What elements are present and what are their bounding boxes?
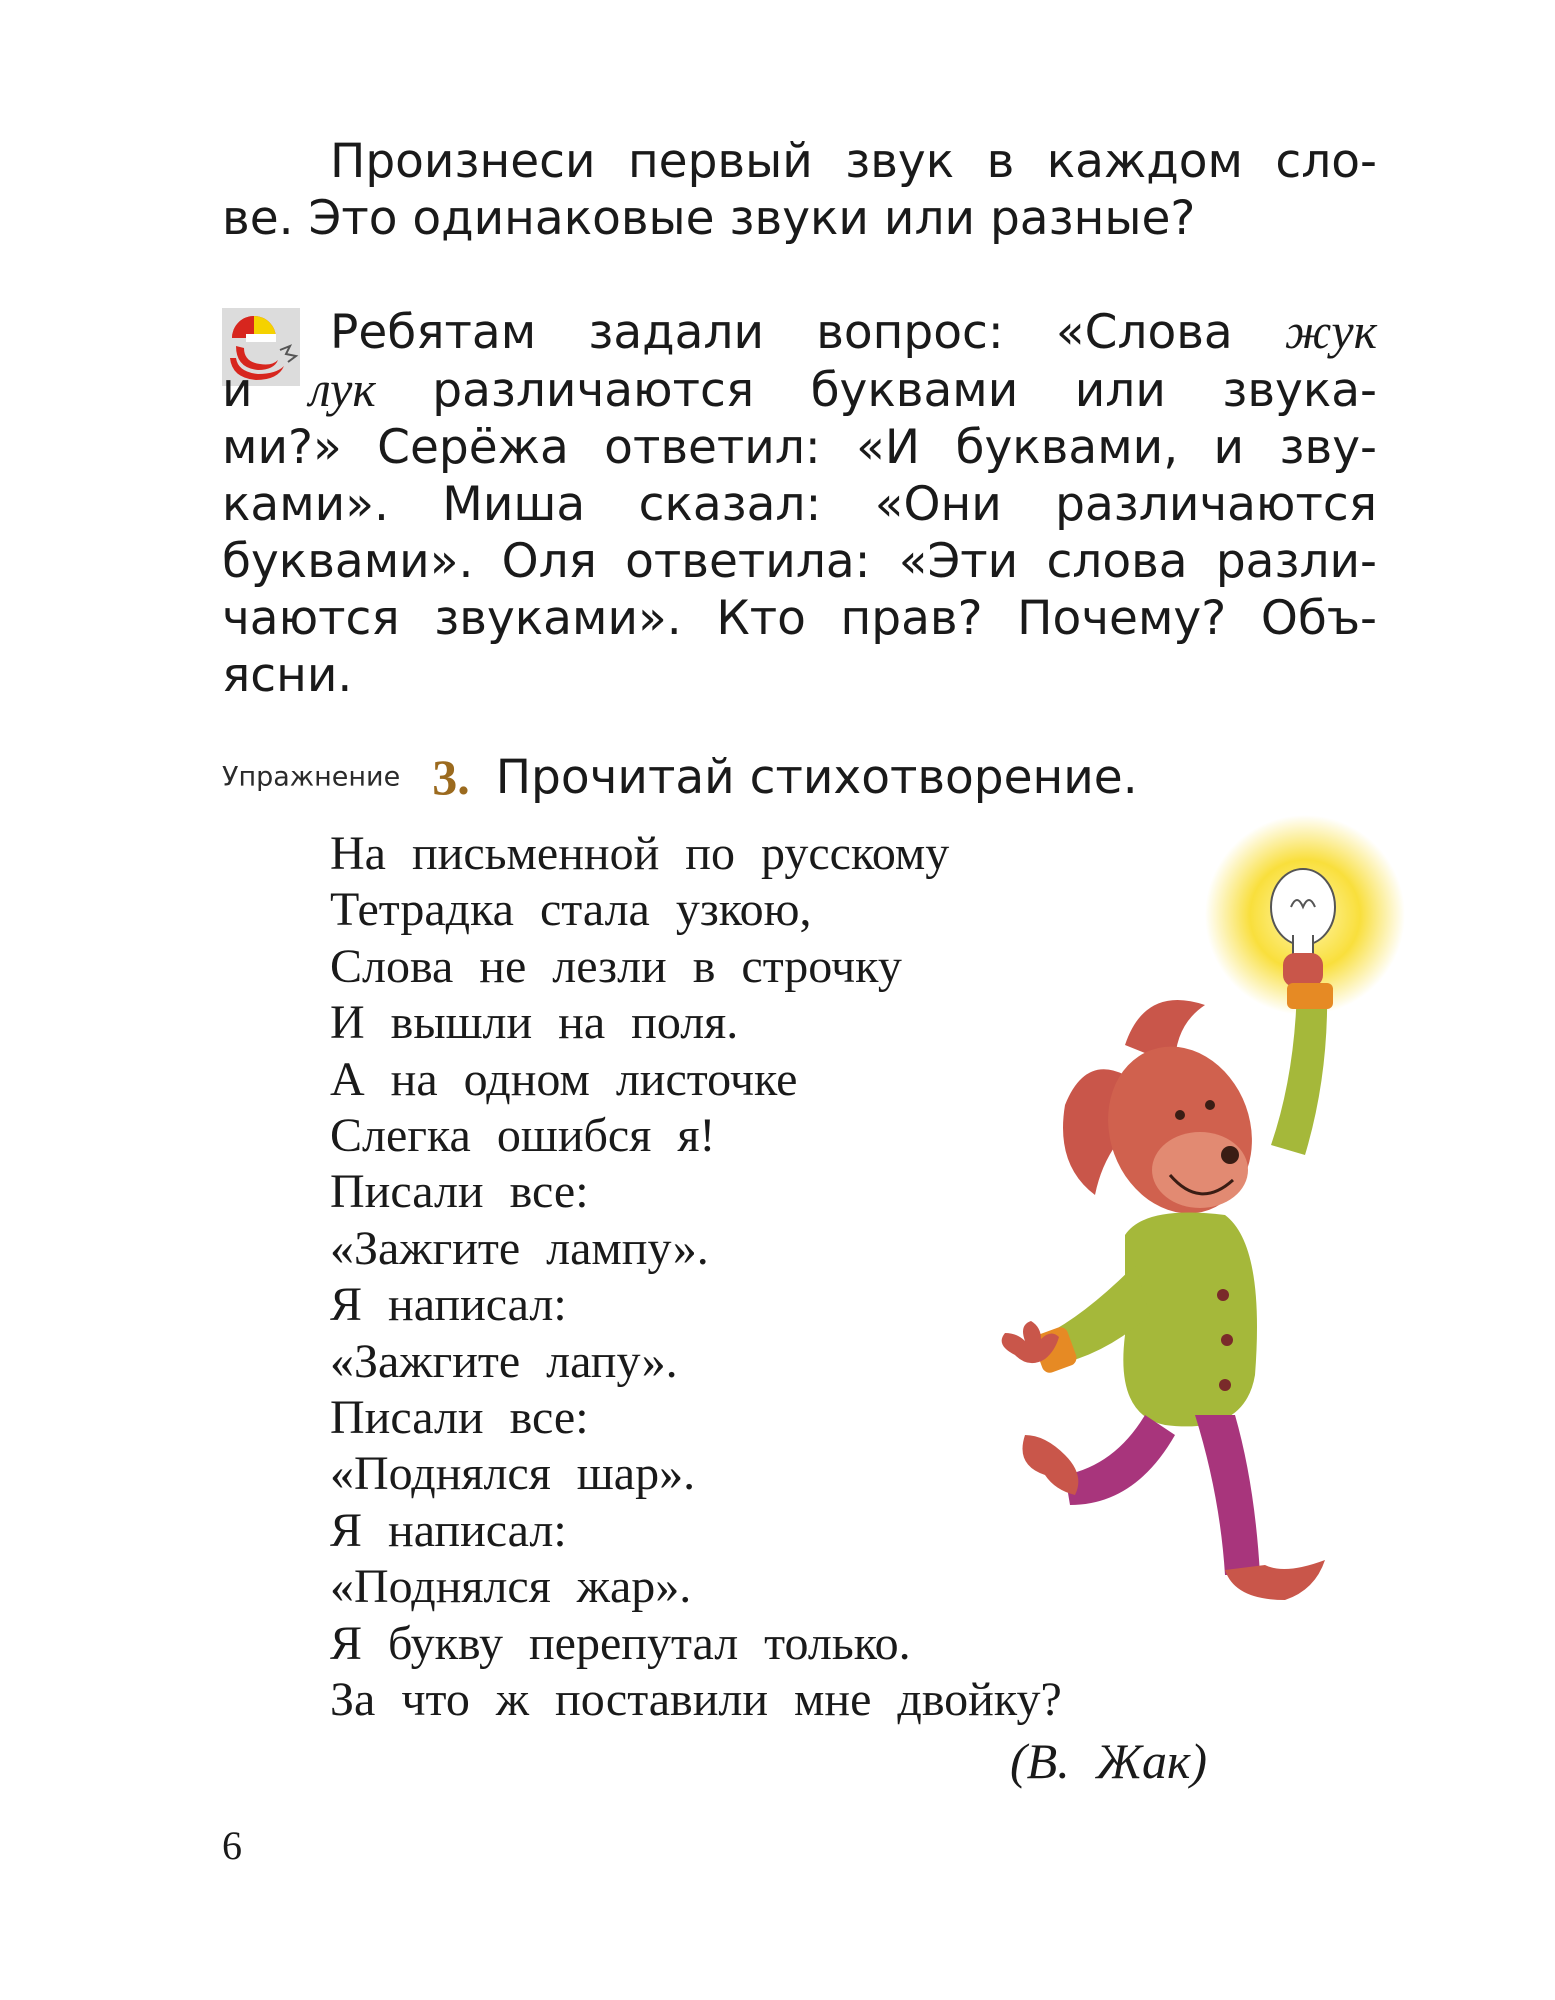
- poem-line: Писали все:: [330, 1165, 589, 1219]
- exercise-title: Прочитай стихотворение.: [495, 749, 1138, 805]
- example-word: лук: [309, 361, 376, 417]
- paragraph-line: Произнеси первый звук в каждом сло-: [330, 134, 1377, 189]
- paragraph-line: [222, 361, 1377, 419]
- example-word: жук: [1284, 303, 1377, 359]
- paragraph-line: [222, 303, 1377, 361]
- poem: [330, 826, 1062, 1729]
- poem-line: Писали все:: [330, 1391, 589, 1445]
- intro-paragraph: [222, 133, 1377, 247]
- poem-line: «Зажгите лапу».: [330, 1334, 678, 1388]
- poem-line: Слова не лезли в строчку: [330, 939, 902, 993]
- paragraph-line: чаются звуками». Кто прав? Почему? Объ-: [222, 591, 1377, 646]
- paragraph-line: ве. Это одинаковые звуки или разные?: [222, 191, 1196, 246]
- paragraph-line: буквами». Оля ответила: «Эти слова разли-: [222, 534, 1377, 589]
- exercise-label: Упражнение: [222, 761, 401, 793]
- poem-line: На письменной по русскому: [330, 827, 950, 880]
- question-paragraph: [222, 303, 1377, 704]
- page-number: 6: [222, 1823, 242, 1868]
- poem-line: А на одном листочке: [330, 1052, 798, 1106]
- poem-author: (В. Жак): [1010, 1733, 1208, 1789]
- poem-line: «Поднялся шар».: [330, 1447, 696, 1501]
- poem-line: «Зажгите лампу».: [330, 1221, 709, 1275]
- text-segment: и: [222, 363, 253, 418]
- poem-line: «Поднялся жар».: [330, 1560, 692, 1614]
- poem-line: Я написал:: [330, 1278, 567, 1332]
- exercise-number: 3.: [432, 749, 470, 805]
- dog-with-lightbulb-illustration: [975, 815, 1415, 1635]
- text-segment: различаются буквами или звука-: [432, 363, 1377, 418]
- text-segment: Ребятам задали вопрос: «Слова: [330, 305, 1233, 360]
- paragraph-line: ми?» Серёжа ответил: «И буквами, и зву-: [222, 420, 1377, 475]
- poem-line: И вышли на поля.: [330, 996, 739, 1050]
- poem-line: Я букву перепутал только.: [330, 1616, 911, 1670]
- poem-line: За что ж поставили мне двойку?: [330, 1673, 1062, 1727]
- exercise-heading: [222, 748, 1138, 806]
- paragraph-line: ясни.: [222, 648, 353, 703]
- poem-line: Я написал:: [330, 1503, 567, 1557]
- paragraph-line: ками». Миша сказал: «Они различаются: [222, 477, 1377, 532]
- poem-line: Слегка ошибся я!: [330, 1109, 716, 1163]
- poem-line: Тетрадка стала узкою,: [330, 883, 812, 937]
